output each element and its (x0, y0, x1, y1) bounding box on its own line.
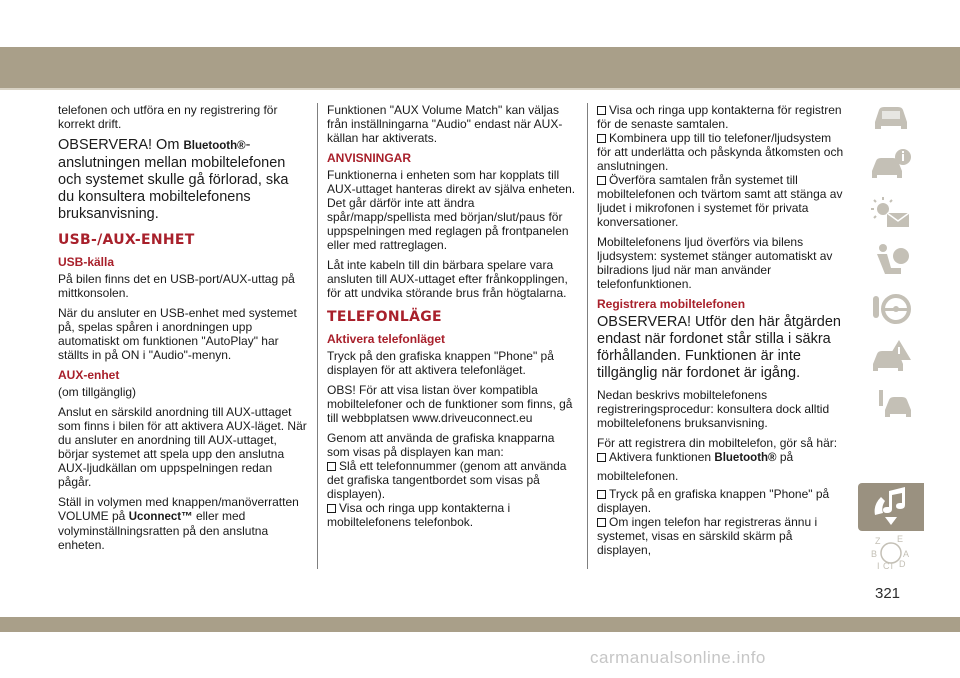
paragraph: telefonen och utföra en ny registrering för korrekt drift. (58, 103, 278, 131)
paragraph: Anslut en särskild anordning till AUX-uttaget som finns i bilen för att aktivera AUX-läget. När du ansluter en anordning till AUX-uttaget, börjar systemet att spela upp den anslutna AUX-ljudkällan om uppspelningen redan pågår. (58, 405, 307, 489)
note-bluetooth: OBSERVERA! Om Bluetooth®-anslutningen mellan mobiltelefonen och systemet skulle gå förlorad, ska du konsultera mobiltelefonens bruksanvisning. (58, 137, 289, 222)
svg-text:A: A (903, 549, 910, 559)
checkbox-bullet-icon (327, 462, 336, 471)
svg-text:I: I (877, 561, 880, 571)
paragraph: För att registrera din mobiltelefon, gör så här: (597, 436, 838, 450)
footer-band (0, 617, 960, 632)
subheading-usb: USB-källa (58, 255, 115, 269)
page-number: 321 (875, 585, 901, 602)
column-2 (327, 103, 577, 529)
paragraph: mobiltelefonen. (597, 469, 679, 483)
paragraph: Mobiltelefonens ljud överförs via bilens ljudsystem: systemet stänger automatiskt av bilradions ljud när man använder telefonfunktionen. (597, 235, 833, 291)
heading-telefonlage: TELEFONLÄGE (327, 309, 442, 325)
column-divider (587, 103, 588, 569)
column-divider (317, 103, 318, 569)
list-item: Om ingen telefon har registreras ännu i systemet, visas en särskild skärm på displayen, (597, 515, 818, 557)
paragraph: Tryck på den grafiska knappen "Phone" på displayen för att aktivera telefonläget. (327, 349, 554, 377)
paragraph: Funktionen "AUX Volume Match" kan väljas från inställningarna "Audio" endast när AUX-källan har aktiverats. (327, 103, 563, 145)
paragraph: Nedan beskrivs mobiltelefonens registreringsprocedur: konsultera dock alltid mobiltelefonens bruksanvisning. (597, 388, 830, 430)
paragraph: Låt inte kabeln till din bärbara spelare vara ansluten till AUX-uttaget efter frånkopplingen, för att undvika störande brus från högtalarna. (327, 258, 568, 300)
subheading-registrera: Registrera mobiltelefonen (597, 297, 746, 311)
column-3 (597, 103, 847, 557)
watermark: carmanualsonline.info (590, 648, 766, 667)
svg-text:T: T (889, 561, 895, 571)
subheading-aux: AUX-enhet (58, 368, 120, 382)
checkbox-bullet-icon (597, 518, 606, 527)
paragraph: Funktionerna i enheten som har kopplats till AUX-uttaget hanteras direkt av själva enheten. Det går därför inte att ändra spår/mapp/spellista med början/slut/paus för uppspelningen med reglagen på frontpanelen eller med rattreglagen. (327, 168, 576, 252)
svg-text:D: D (899, 559, 906, 569)
seat-airbag-icon[interactable] (860, 239, 922, 283)
alphabetical-index-icon[interactable] (860, 531, 922, 575)
car-warning-icon[interactable] (860, 335, 922, 379)
header-band (0, 47, 960, 88)
list-item: Visa och ringa upp kontakterna för registren för de senaste samtalen. (597, 103, 842, 131)
svg-text:Z: Z (875, 536, 881, 546)
list-item: Slå ett telefonnummer (genom att använda det grafiska tangentbordet som visas på displayen). (327, 459, 567, 501)
header-rule (0, 88, 960, 90)
multimedia-phone-music-icon[interactable] (860, 483, 922, 527)
list-item: Tryck på en grafiska knappen "Phone" på displayen. (597, 487, 830, 515)
paragraph: Genom att använda de grafiska knapparna som visas på displayen kan man: (327, 431, 555, 459)
checkbox-bullet-icon (327, 504, 336, 513)
car-info-icon[interactable] (860, 143, 922, 187)
column-1 (58, 103, 308, 558)
list-item: Aktivera funktionen Bluetooth® på (597, 450, 847, 465)
paragraph: På bilen finns det en USB-port/AUX-uttag på mittkonsolen. (58, 272, 295, 300)
list-item: Visa och ringa upp kontakterna i mobiltelefonens telefonbok. (327, 501, 511, 529)
svg-text:B: B (871, 549, 878, 559)
svg-text:E: E (897, 534, 904, 544)
checkbox-bullet-icon (597, 106, 606, 115)
steering-wheel-icon[interactable] (860, 287, 922, 331)
car-dashboard-icon[interactable] (860, 95, 922, 139)
checkbox-bullet-icon (597, 490, 606, 499)
paragraph: Ställ in volymen med knappen/manöverratten VOLUME på Uconnect™ eller med volyminställningsratten på den anslutna enheten. (58, 495, 299, 552)
checkbox-bullet-icon (597, 453, 606, 462)
tools-car-icon[interactable] (860, 383, 922, 427)
subheading-aktivera: Aktivera telefonläget (327, 332, 446, 346)
note-safety: OBSERVERA! Utför den här åtgärden endast när fordonet står stilla i säkra förhållanden. Funktionen är inte tillgänglig när fordonet är igång. (597, 314, 841, 381)
paragraph: (om tillgänglig) (58, 385, 137, 399)
heading-usb-aux: USB-/AUX-ENHET (58, 232, 195, 248)
list-item: Överföra samtalen från systemet till mobiltelefonen och tvärtom samt att stänga av ljudet i mikrofonen i systemet för privata konversationer. (597, 173, 843, 229)
paragraph: När du ansluter en USB-enhet med systemet på, spelas spåren i anordningen upp automatiskt om funktionen "AutoPlay" har ställts in på ON i "Audio"-menyn. (58, 306, 297, 362)
paragraph: OBS! För att visa listan över kompatibla mobiltelefoner och de funktioner som finns, gå till webbplatsen www.driveuconnect.eu (327, 383, 573, 425)
checkbox-bullet-icon (597, 134, 606, 143)
subheading-anvisningar: ANVISNINGAR (327, 151, 412, 165)
list-item: Kombinera upp till tio telefoner/ljudsystem för att underlätta och påskynda åtkomsten och anslutningen. (597, 131, 844, 173)
checkbox-bullet-icon (597, 176, 606, 185)
lights-envelope-icon[interactable] (860, 191, 922, 235)
svg-text:C: C (883, 561, 890, 571)
